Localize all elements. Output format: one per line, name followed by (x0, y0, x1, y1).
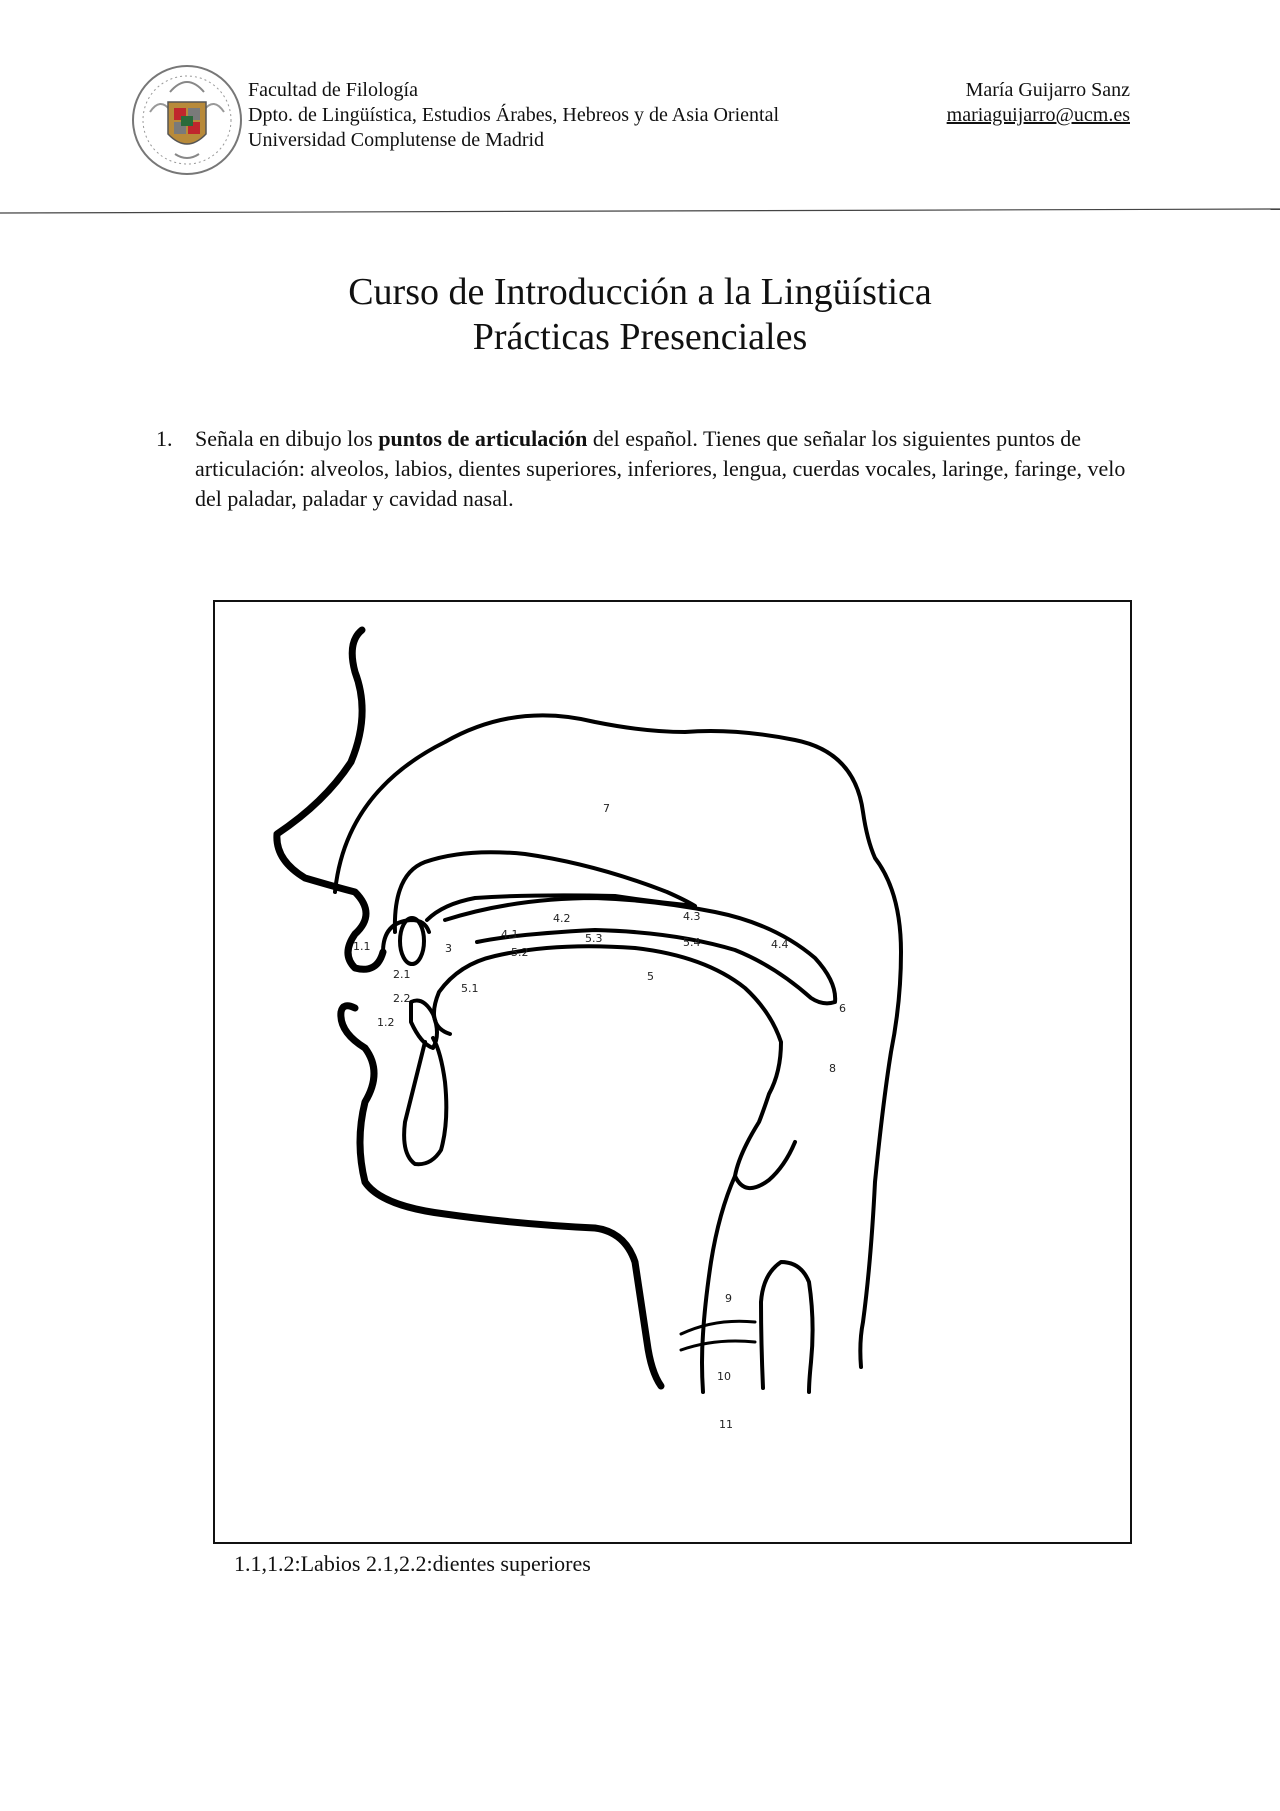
exercise-number: 1. (156, 426, 173, 451)
vocal-tract-diagram (213, 600, 1132, 1544)
label-4-1: 4.1 (501, 928, 519, 941)
label-11: 11 (719, 1418, 733, 1431)
hard-palate-outline (395, 852, 695, 932)
author-name: María Guijarro Sanz (965, 79, 1130, 101)
label-2-1: 2.1 (393, 968, 411, 981)
label-9: 9 (725, 1292, 732, 1305)
exercise-rest: del español. Tienes que señalar los siguientes puntos de articulación: alveolos, labios, dientes superiores, inferiores, lengua, cuerdas vocales, laringe, faringe, velo del paladar, paladar y cavidad nasal. (195, 426, 1126, 511)
label-7: 7 (603, 802, 610, 815)
vocal-folds-top (681, 1321, 755, 1334)
pharynx-front (702, 1176, 735, 1392)
label-2-2: 2.2 (393, 992, 411, 1005)
faculty-name: Facultad de Filología (248, 79, 418, 101)
author-email-link[interactable]: mariaguijarro@ucm.es (946, 104, 1130, 126)
document-header (130, 62, 1130, 182)
label-8: 8 (829, 1062, 836, 1075)
exercise-keyword: puntos de articulación (378, 426, 588, 451)
mandible-outline (404, 1038, 446, 1164)
label-5-3: 5.3 (585, 932, 603, 945)
label-5-1: 5.1 (461, 982, 479, 995)
label-5: 5 (647, 970, 654, 983)
lower-lip-chin (341, 1006, 661, 1386)
label-1-2: 1.2 (377, 1016, 395, 1029)
label-5-2: 5.2 (511, 946, 529, 959)
label-5-4: 5.4 (683, 936, 701, 949)
epiglottis (761, 1262, 813, 1392)
upper-teeth (400, 918, 424, 964)
label-3: 3 (445, 942, 452, 955)
title-line-2: Prácticas Presenciales (472, 316, 808, 358)
nose-outline (277, 630, 383, 969)
university-seal-icon (130, 62, 244, 178)
figure-caption: 1.1,1.2:Labios 2.1,2.2:dientes superiores (234, 1551, 591, 1576)
label-4-4: 4.4 (771, 938, 789, 951)
university-name: Universidad Complutense de Madrid (248, 129, 545, 151)
tongue-outline (434, 946, 795, 1188)
label-6: 6 (839, 1002, 846, 1015)
label-10: 10 (717, 1370, 731, 1383)
exercise-intro: Señala en dibujo los (195, 426, 379, 451)
page-title (0, 270, 1280, 360)
label-4-2: 4.2 (553, 912, 571, 925)
vocal-tract-drawing (215, 602, 1130, 1542)
title-line-1: Curso de Introducción a la Lingüística (348, 271, 932, 313)
vocal-folds-bottom (681, 1341, 755, 1350)
department-name: Dpto. de Lingüística, Estudios Árabes, Hebreos y de Asia Oriental (248, 104, 779, 126)
exercise-text (195, 424, 1135, 514)
header-divider (0, 208, 1280, 216)
label-1-1: 1.1 (353, 940, 371, 953)
label-4-3: 4.3 (683, 910, 701, 923)
nasal-cavity-outline (335, 715, 901, 1367)
